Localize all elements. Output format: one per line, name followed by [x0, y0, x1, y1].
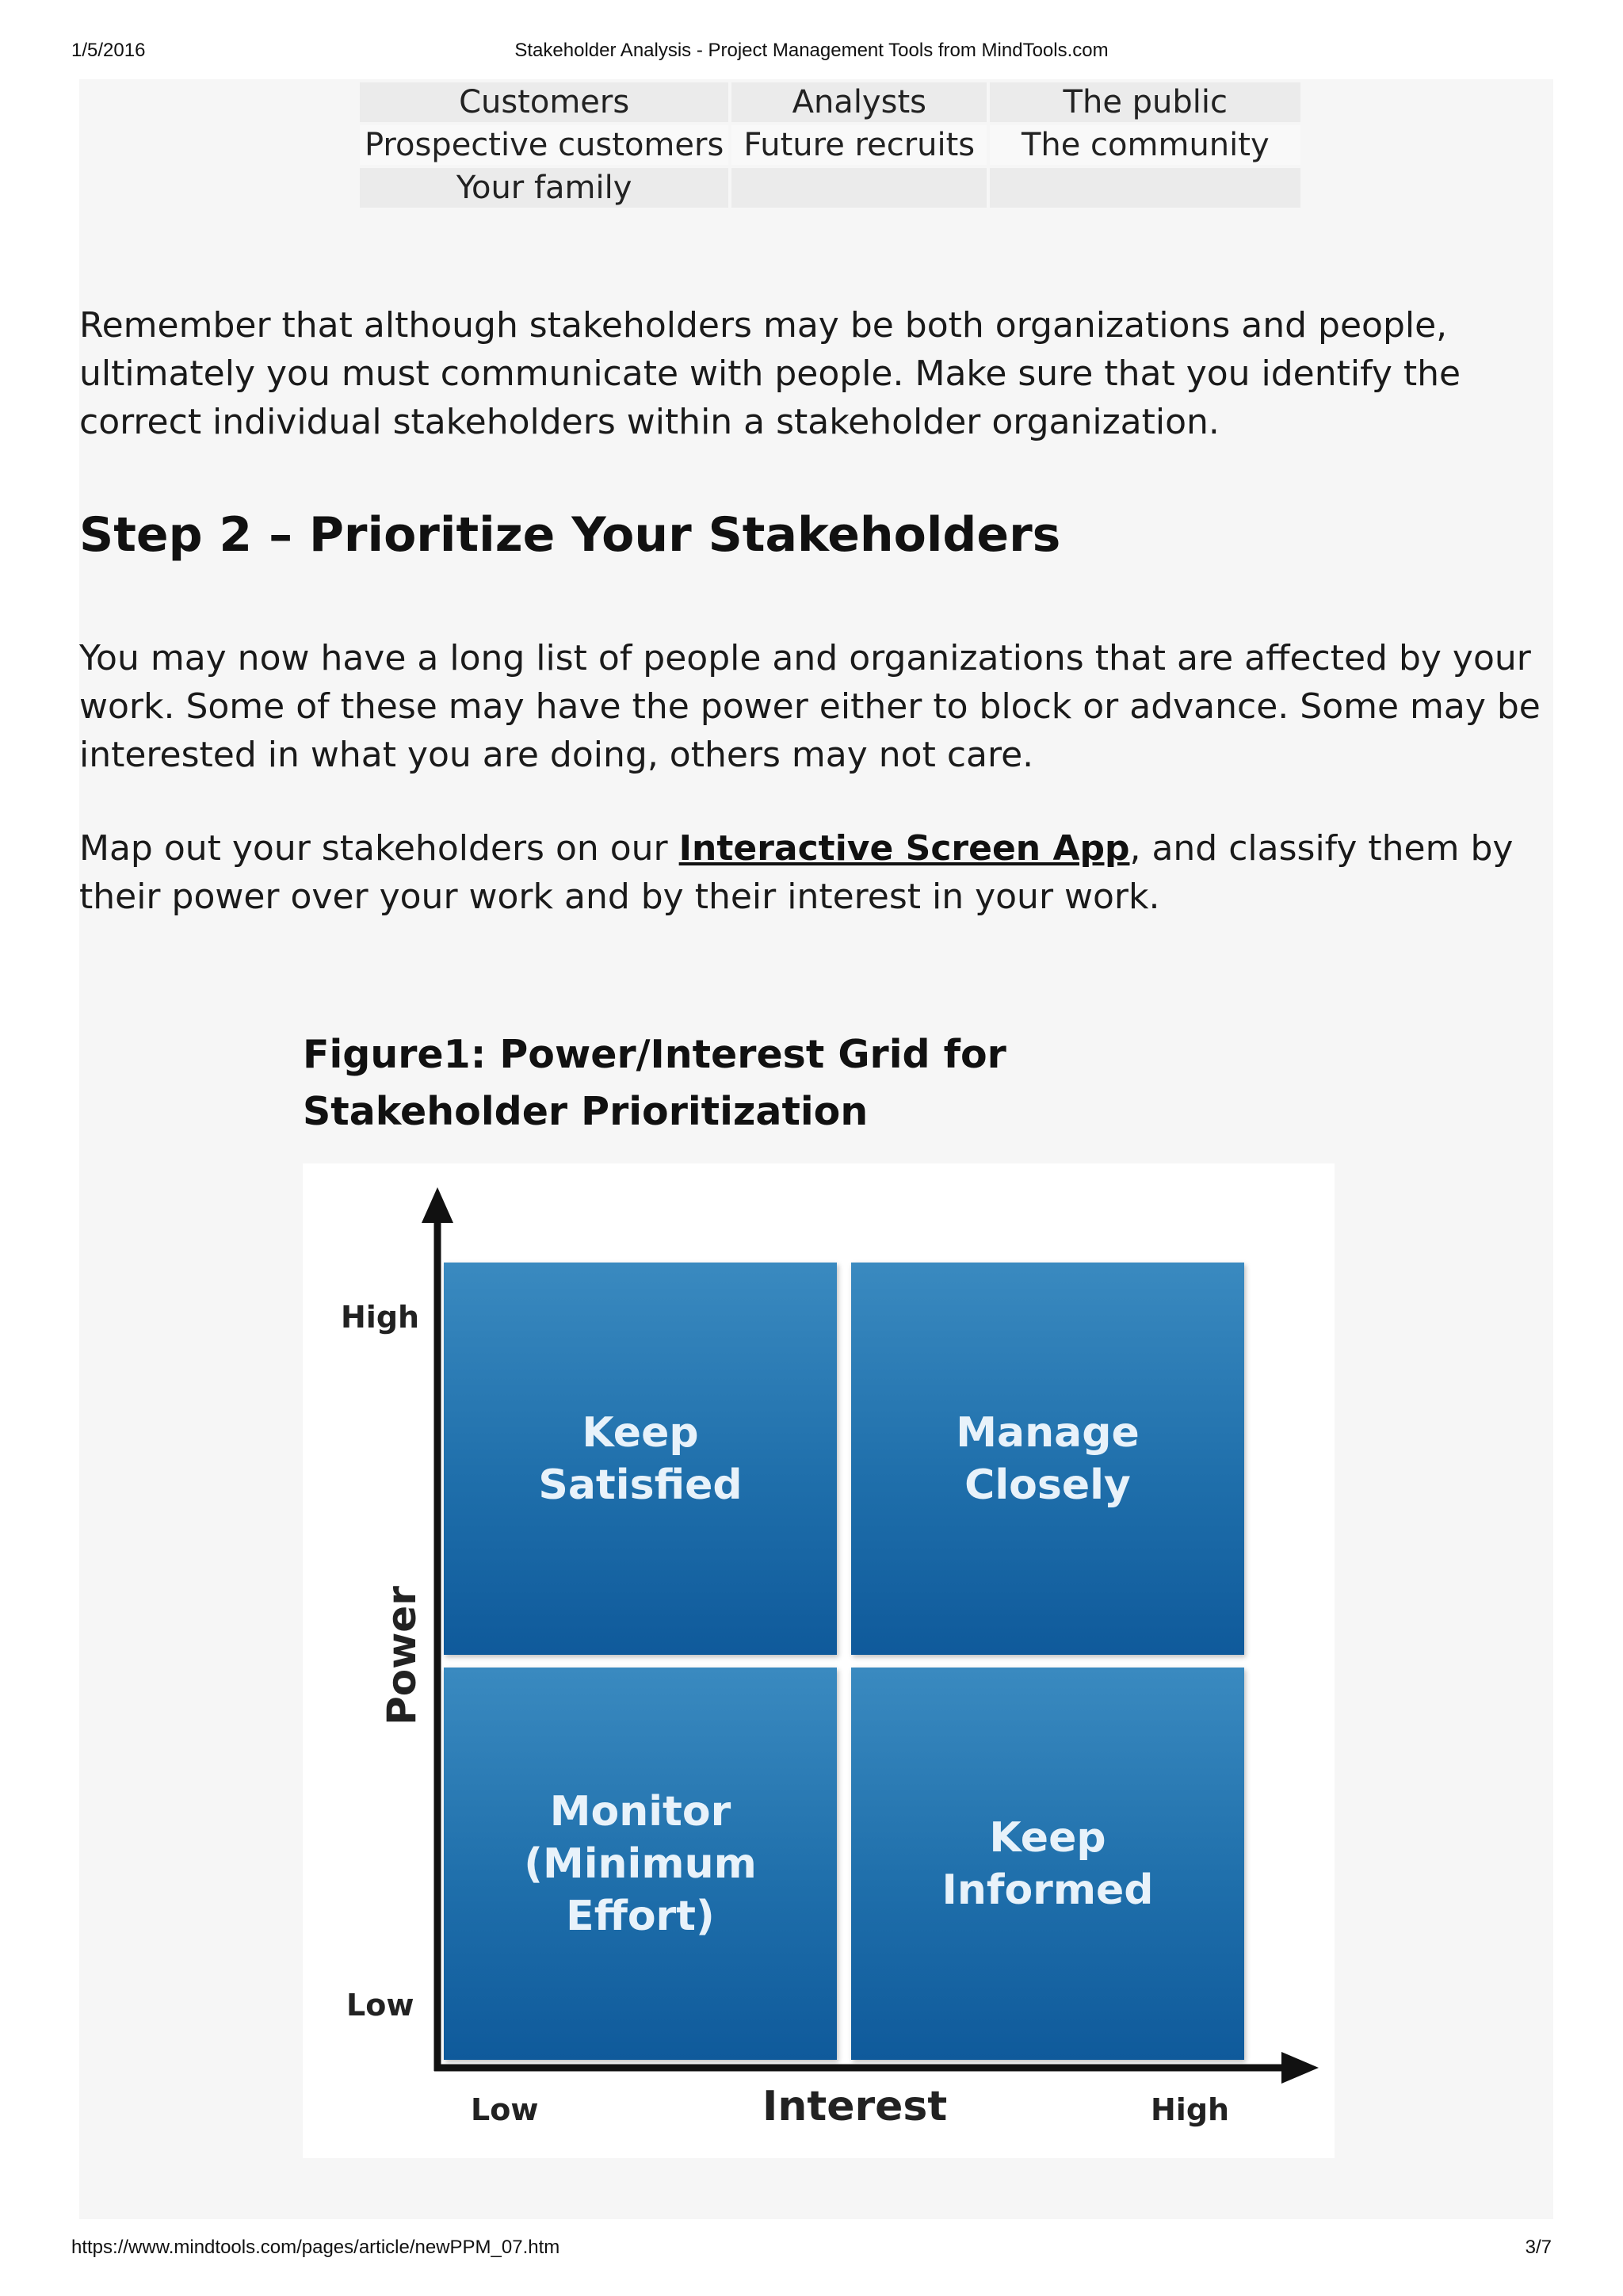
y-axis-low-label: Low — [346, 1988, 414, 2023]
table-cell: Future recruits — [731, 125, 987, 165]
x-axis-high-label: High — [1151, 2092, 1230, 2127]
table-row — [360, 125, 1300, 165]
print-footer — [71, 2237, 1552, 2265]
table-row — [360, 82, 1300, 122]
table-cell: The public — [990, 82, 1300, 122]
step-2-heading: Step 2 – Prioritize Your Stakeholders — [79, 507, 1061, 563]
table-cell: Customers — [360, 82, 728, 122]
quadrant-keep-informed — [851, 1668, 1244, 2060]
table-cell: Prospective customers — [360, 125, 728, 165]
figure-caption: Figure1: Power/Interest Grid for Stakeholder Prioritization — [303, 1032, 1006, 1134]
y-axis-title: Power — [379, 1586, 425, 1725]
x-axis-arrow-icon — [1281, 2052, 1319, 2084]
paragraph-map-out — [79, 824, 1553, 921]
quadrant-monitor — [444, 1668, 837, 2060]
quadrant-keep-satisfied — [444, 1263, 837, 1655]
print-page-number: 3/7 — [1525, 2237, 1552, 2258]
interactive-screen-app-link[interactable]: Interactive Screen App — [678, 828, 1130, 869]
quadrant-manage-closely — [851, 1263, 1244, 1655]
quadrant-label: Keep Informed — [941, 1813, 1154, 1914]
table-cell: The community — [990, 125, 1300, 165]
power-interest-grid — [303, 1163, 1335, 2158]
quadrant-label: Manage Closely — [956, 1408, 1140, 1509]
y-axis-arrow-icon — [422, 1187, 453, 1223]
table-row — [360, 168, 1300, 208]
paragraph-remember: Remember that although stakeholders may be both organizations and people, ultimately you must communicate with people. Make sure that you identify the correct individual stakeholders within a stakeholder organization. — [79, 305, 1461, 442]
table-cell: Analysts — [731, 82, 987, 122]
y-axis-high-label: High — [341, 1300, 420, 1335]
stakeholder-table — [357, 79, 1304, 211]
print-header — [71, 40, 1552, 68]
x-axis-low-label: Low — [471, 2092, 539, 2127]
x-axis-title: Interest — [762, 2083, 948, 2130]
paragraph-long-list: You may now have a long list of people and organizations that are affected by your work. Some of these may have the power either to block or advance. Some may be interested in what you are doing, others may not care. — [79, 638, 1541, 775]
table-cell — [731, 168, 987, 208]
quadrant-label: Monitor (Minimum Effort) — [524, 1787, 757, 1940]
print-title: Stakeholder Analysis - Project Management Tools from MindTools.com — [514, 40, 1109, 61]
print-url: https://www.mindtools.com/pages/article/newPPM_07.htm — [71, 2237, 560, 2258]
map-text-after: , and classify them by their power over your work and by their interest in your work. — [79, 828, 1514, 917]
table-cell: Your family — [360, 168, 728, 208]
table-cell — [990, 168, 1300, 208]
print-date: 1/5/2016 — [71, 40, 146, 61]
map-text-before: Map out your stakeholders on our — [79, 828, 679, 869]
quadrant-label: Keep Satisfied — [538, 1408, 743, 1509]
